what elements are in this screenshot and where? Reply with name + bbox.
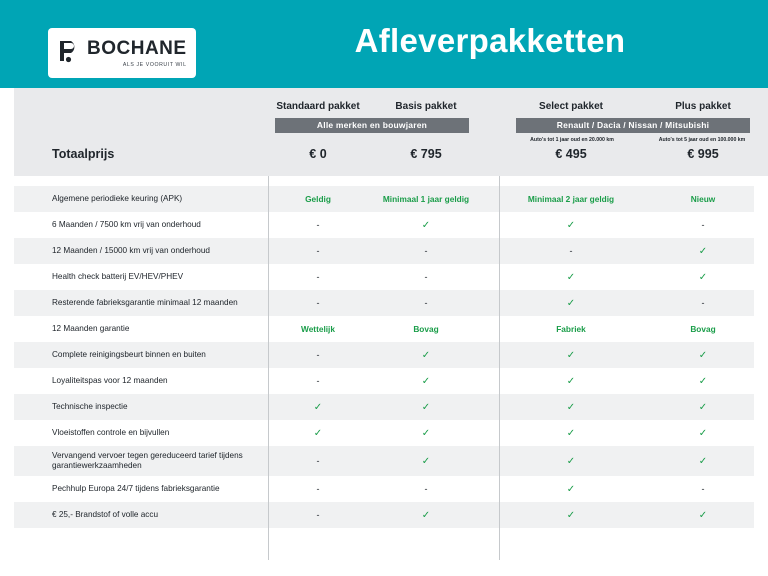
brand-logo [48, 28, 196, 78]
cell-plus: ✓ [698, 349, 708, 361]
feature-label: 12 Maanden / 15000 km vrij van onderhoud [52, 245, 210, 255]
table-row [0, 212, 768, 238]
cell-plus: - [701, 220, 705, 230]
cell-select: ✓ [566, 219, 576, 231]
cell-plus: ✓ [698, 509, 708, 521]
bochane-logo-icon [58, 39, 80, 67]
cell-plus: - [701, 298, 705, 308]
column-header-basis: Basis pakket [395, 101, 457, 112]
cell-plus: ✓ [698, 455, 708, 467]
table-row [0, 238, 768, 264]
cell-standaard: Geldig [305, 194, 331, 204]
group-label-renault: Renault / Dacia / Nissan / Mitsubishi [516, 118, 750, 133]
table-row [0, 290, 768, 316]
price-plus: € 995 [687, 147, 719, 161]
note-plus: Auto's tot 5 jaar oud en 100.000 km [658, 137, 746, 143]
column-header-standaard: Standaard pakket [276, 101, 360, 112]
feature-label: 12 Maanden garantie [52, 323, 130, 333]
cell-basis: ✓ [421, 375, 431, 387]
price-standaard: € 0 [309, 147, 327, 161]
feature-label: Vervangend vervoer tegen gereduceerd tarief tijdens garantiewerkzaamheden [52, 450, 243, 470]
note-select: Auto's tot 1 jaar oud en 20.000 km [530, 137, 614, 143]
feature-label: Health check batterij EV/HEV/PHEV [52, 271, 184, 281]
feature-label: Technische inspectie [52, 401, 128, 411]
cell-basis: ✓ [421, 401, 431, 413]
cell-standaard: ✓ [313, 401, 323, 413]
table-row [0, 342, 768, 368]
cell-plus: Bovag [690, 324, 716, 334]
cell-basis: - [424, 272, 428, 282]
page-title: Afleverpakketten [354, 22, 626, 59]
cell-plus: ✓ [698, 271, 708, 283]
cell-select: ✓ [566, 509, 576, 521]
column-header-select: Select pakket [539, 101, 603, 112]
feature-label: Complete reinigingsbeurt binnen en buiten [52, 349, 206, 359]
cell-basis: - [424, 298, 428, 308]
table-row [0, 502, 768, 528]
cell-standaard: - [316, 484, 320, 494]
cell-standaard: ✓ [313, 427, 323, 439]
cell-standaard: - [316, 220, 320, 230]
column-divider-left [268, 176, 269, 560]
band-left-margin [0, 88, 14, 176]
page-left-margin [0, 176, 14, 576]
cell-select: ✓ [566, 271, 576, 283]
page-right-margin [754, 176, 768, 576]
table-row [0, 316, 768, 342]
cell-basis: - [424, 484, 428, 494]
cell-select: ✓ [566, 427, 576, 439]
feature-label: € 25,- Brandstof of volle accu [52, 509, 159, 519]
cell-standaard: - [316, 376, 320, 386]
column-divider-right [499, 176, 500, 560]
table-top-gap [0, 176, 768, 186]
price-basis: € 795 [410, 147, 442, 161]
cell-plus: ✓ [698, 375, 708, 387]
cell-standaard: - [316, 246, 320, 256]
cell-select: ✓ [566, 455, 576, 467]
cell-select: ✓ [566, 483, 576, 495]
cell-plus: Nieuw [690, 194, 716, 204]
cell-standaard: - [316, 272, 320, 282]
cell-basis: ✓ [421, 509, 431, 521]
table-row [0, 186, 768, 212]
column-header-plus: Plus pakket [675, 101, 731, 112]
cell-select: - [569, 246, 573, 256]
table-row [0, 446, 768, 476]
cell-select: Fabriek [556, 324, 586, 334]
cell-basis: Minimaal 1 jaar geldig [382, 194, 470, 204]
cell-select: ✓ [566, 297, 576, 309]
feature-label: Loyaliteitspas voor 12 maanden [52, 375, 168, 385]
brand-tagline: ALS JE VOORUIT WIL [122, 61, 187, 68]
feature-label: Vloeistoffen controle en bijvullen [52, 427, 170, 437]
table-row [0, 368, 768, 394]
cell-plus: ✓ [698, 401, 708, 413]
total-price-label: Totaalprijs [52, 147, 115, 161]
cell-select: ✓ [566, 375, 576, 387]
cell-standaard: - [316, 456, 320, 466]
cell-basis: Bovag [413, 324, 439, 334]
cell-select: Minimaal 2 jaar geldig [527, 194, 615, 204]
cell-select: ✓ [566, 401, 576, 413]
group-label-all-brands: Alle merken en bouwjaren [275, 118, 469, 133]
feature-label: Pechhulp Europa 24/7 tijdens fabrieksgarantie [52, 483, 220, 493]
table-row [0, 264, 768, 290]
cell-basis: ✓ [421, 349, 431, 361]
cell-plus: ✓ [698, 245, 708, 257]
cell-basis: ✓ [421, 455, 431, 467]
cell-standaard: - [316, 350, 320, 360]
brand-name: BOCHANE [87, 37, 187, 59]
table-row [0, 394, 768, 420]
cell-basis: ✓ [421, 219, 431, 231]
feature-label: Algemene periodieke keuring (APK) [52, 193, 183, 203]
cell-plus: - [701, 484, 705, 494]
table-row [0, 476, 768, 502]
price-select: € 495 [555, 147, 587, 161]
cell-plus: ✓ [698, 427, 708, 439]
table-row [0, 420, 768, 446]
page-header [0, 0, 768, 88]
cell-standaard: Wettelijk [301, 324, 335, 334]
feature-label: 6 Maanden / 7500 km vrij van onderhoud [52, 219, 201, 229]
cell-basis: ✓ [421, 427, 431, 439]
cell-basis: - [424, 246, 428, 256]
cell-standaard: - [316, 510, 320, 520]
cell-select: ✓ [566, 349, 576, 361]
cell-standaard: - [316, 298, 320, 308]
feature-label: Resterende fabrieksgarantie minimaal 12 maanden [52, 297, 238, 307]
page-footer-margin [0, 560, 768, 576]
features-table [0, 176, 768, 528]
